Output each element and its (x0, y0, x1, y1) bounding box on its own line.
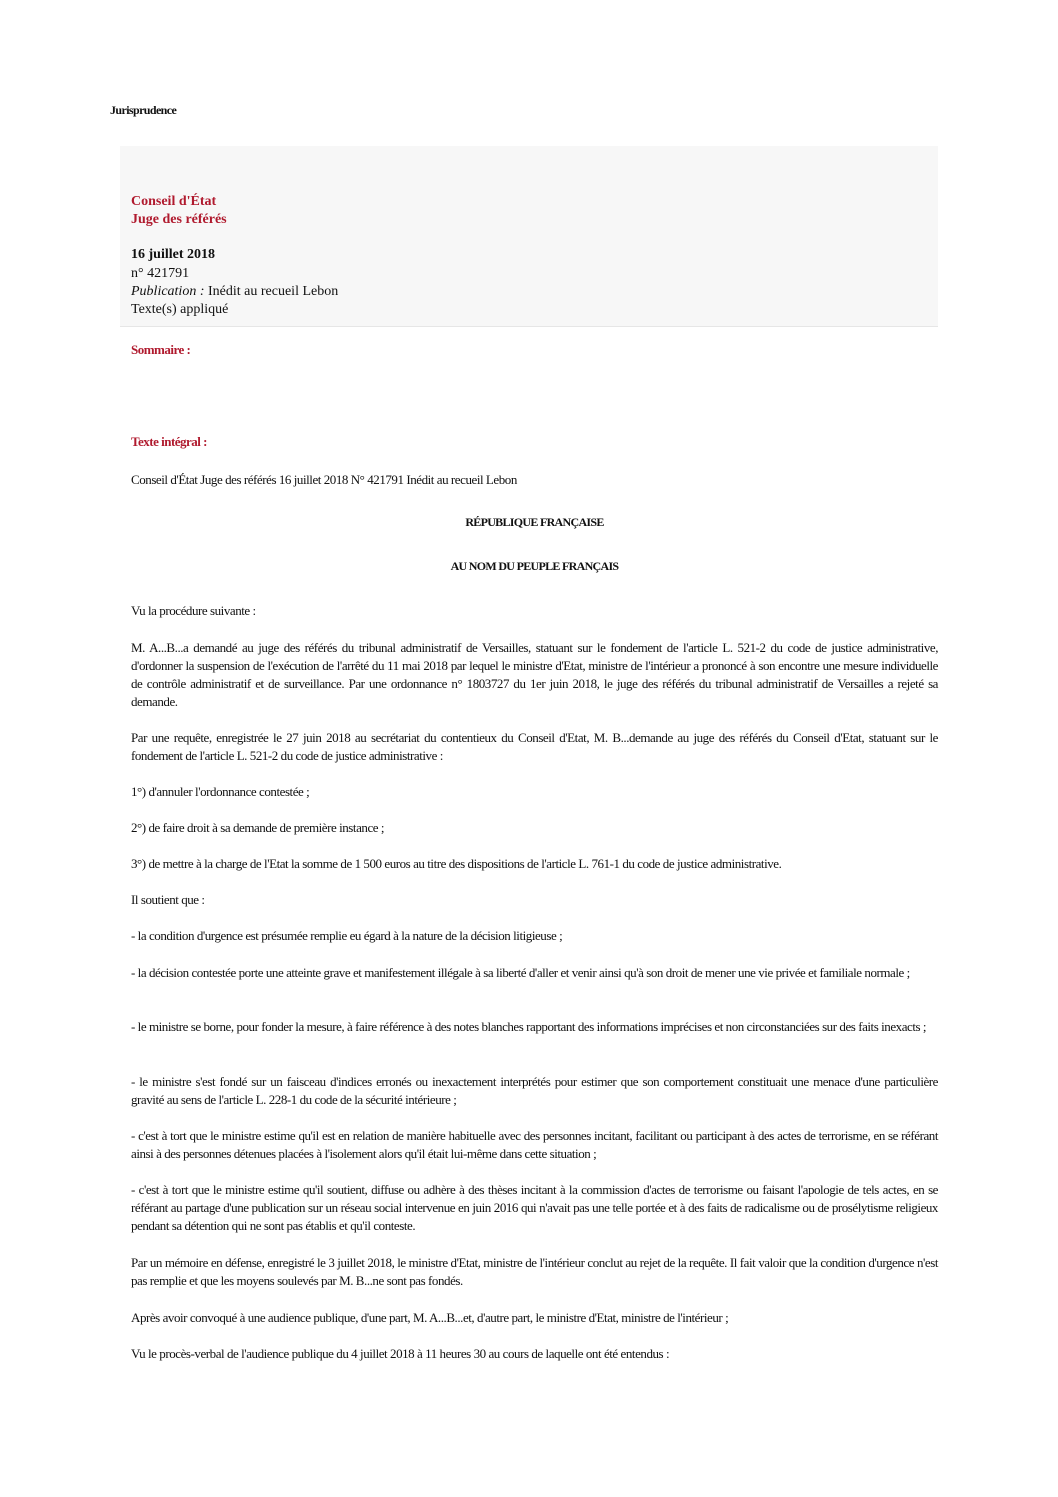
paragraph: Après avoir convoqué à une audience publique, d'une part, M. A...B...et, d'autre part, le ministre d'Etat, ministre de l'intérieur ; (131, 1310, 729, 1325)
people-heading: AU NOM DU PEUPLE FRANÇAIS (450, 559, 619, 573)
texte-integral-heading: Texte intégral : (131, 434, 207, 449)
paragraph: - c'est à tort que le ministre estime qu'il est en relation de manière habituelle avec des personnes incitant, facilitant ou participant à des actes de terrorisme, en se référant ainsi à des personnes détenues placées à l'isolement alors qu'il était lui-même dans cette situation ; (131, 1128, 938, 1161)
paragraph: Vu la procédure suivante : (131, 603, 256, 618)
republic-heading: RÉPUBLIQUE FRANÇAISE (465, 515, 604, 529)
paragraph: Vu le procès-verbal de l'audience publique du 4 juillet 2018 à 11 heures 30 au cours de laquelle ont été entendus : (131, 1346, 670, 1361)
paragraph: - c'est à tort que le ministre estime qu'il soutient, diffuse ou adhère à des thèses incitant à la commission d'actes de terrorisme ou faisant l'apologie de tels actes, en se référant au partage d'une publication sur un réseau social intervenue en juin 2016 qui n'avait pas une telle portée et à des faits de radicalisme ou de prosélytisme religieux pendant sa détention qui ne sont pas établis et qu'il conteste. (131, 1182, 938, 1233)
paragraph: M. A...B...a demandé au juge des référés du tribunal administratif de Versailles, statuant sur le fondement de l'article L. 521-2 du code de justice administrative, d'ordonner la suspension de l'exécution de l'arrêté du 11 mai 2018 par lequel le ministre d'Etat, ministre de l'intérieur a prononcé à son encontre une mesure individuelle de contrôle administratif et de surveillance. Par une ordonnance n° 1803727 du 1er juin 2018, le juge des référés du tribunal administratif de Versailles a rejeté sa demande. (131, 640, 938, 709)
paragraph: - le ministre s'est fondé sur un faisceau d'indices erronés ou inexactement interprétés pour estimer que son comportement constituait une menace d'une particulière gravité au sens de l'article L. 228-1 du code de la sécurité intérieure ; (131, 1074, 938, 1107)
decision-number: n° 421791 (131, 266, 190, 281)
paragraph: 3°) de mettre à la charge de l'Etat la somme de 1 500 euros au titre des dispositions de l'article L. 761-1 du code de justice administrative. (131, 856, 782, 871)
sommaire-heading: Sommaire : (131, 342, 191, 357)
decision-date: 16 juillet 2018 (131, 247, 215, 262)
paragraph: Il soutient que : (131, 892, 205, 907)
publication-label: Publication : (131, 284, 205, 299)
paragraph: - le ministre se borne, pour fonder la mesure, à faire référence à des notes blanches rapportant des informations imprécises et non circonstanciées sur des faits inexacts ; (131, 1019, 927, 1034)
paragraph: 2°) de faire droit à sa demande de première instance ; (131, 820, 385, 835)
publication-value: Inédit au recueil Lebon (204, 284, 339, 299)
document-intro: Conseil d'État Juge des référés 16 juillet 2018 N° 421791 Inédit au recueil Lebon (131, 472, 517, 487)
chamber-title: Juge des référés (131, 212, 227, 227)
section-label: Jurisprudence (110, 103, 177, 117)
publication-line (131, 284, 338, 300)
paragraph: - la décision contestée porte une atteinte grave et manifestement illégale à sa liberté d'aller et venir ainsi qu'à son droit de mener une vie privée et familiale normale ; (131, 965, 910, 980)
court-title: Conseil d'État (131, 194, 217, 209)
paragraph: Par un mémoire en défense, enregistré le 3 juillet 2018, le ministre d'Etat, ministre de l'intérieur conclut au rejet de la requête. Il fait valoir que la condition d'urgence n'est pas remplie et que les moyens soulevés par M. B...ne sont pas fondés. (131, 1255, 938, 1288)
decision-metadata-box (120, 146, 938, 327)
paragraph: - la condition d'urgence est présumée remplie eu égard à la nature de la décision litigieuse ; (131, 928, 563, 943)
paragraph: Par une requête, enregistrée le 27 juin 2018 au secrétariat du contentieux du Conseil d'Etat, M. B...demande au juge des référés du Conseil d'Etat, statuant sur le fondement de l'article L. 521-2 du code de justice administrative : (131, 730, 938, 763)
texts-applied: Texte(s) appliqué (131, 302, 229, 317)
paragraph: 1°) d'annuler l'ordonnance contestée ; (131, 784, 310, 799)
court-name (131, 193, 227, 229)
